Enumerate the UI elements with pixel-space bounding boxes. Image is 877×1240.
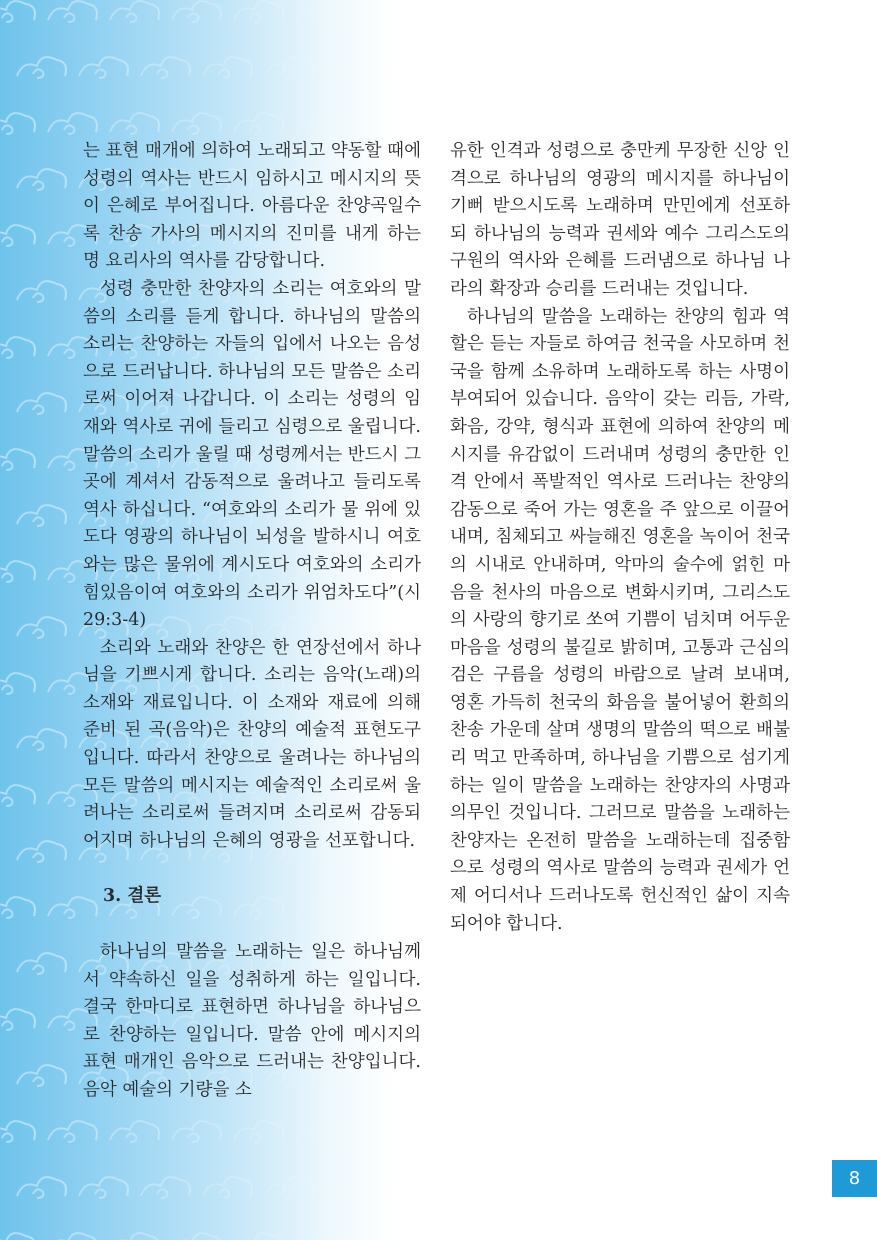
- right-column: [450, 138, 790, 938]
- cloud-swirl-icon: [172, 1233, 221, 1240]
- cloud-swirl-icon: [327, 1177, 376, 1198]
- cloud-swirl-icon: [17, 57, 66, 78]
- cloud-swirl-icon: [110, 1233, 159, 1240]
- cloud-swirl-icon: [17, 169, 66, 190]
- cloud-swirl-icon: [327, 57, 376, 78]
- body-paragraph: 하나님의 말씀을 노래하는 일은 하나님께서 약속하신 일을 성취하게 하는 일입니다. 결국 한마디로 표현하면 하나님을 하나님으로 찬양하는 일입니다. 말씀 안에 메시지의 표현 매개인 음악으로 드러내는 찬양입니다. 음악 예술의 기량을 소: [83, 942, 421, 1100]
- cloud-swirl-icon: [0, 897, 35, 918]
- cloud-swirl-icon: [0, 1, 35, 22]
- cloud-swirl-icon: [0, 449, 35, 470]
- cloud-swirl-icon: [48, 113, 97, 134]
- cloud-swirl-icon: [203, 57, 252, 78]
- cloud-swirl-icon: [48, 1233, 97, 1240]
- body-paragraph: 소리와 노래와 찬양은 한 연장선에서 하나님을 기쁘시게 합니다. 소리는 음악(노래)의 소재와 재료입니다. 이 소재와 재료에 의해 준비 된 곡(음악)은 찬양의 예술적 표현도구입니다. 따라서 찬양으로 울려나는 하나님의 모든 말씀의 메시지는 예술적인 소리로써 울려나는 소리로써 들려지며 소리로써 감동되어지며 하나님의 은혜의 영광을 선포합니다.: [83, 637, 421, 851]
- cloud-swirl-icon: [79, 57, 128, 78]
- cloud-swirl-icon: [0, 673, 35, 694]
- cloud-swirl-icon: [358, 113, 407, 134]
- cloud-swirl-icon: [358, 1233, 407, 1240]
- cloud-swirl-icon: [358, 1121, 407, 1142]
- cloud-swirl-icon: [265, 57, 314, 78]
- cloud-swirl-icon: [17, 281, 66, 302]
- cloud-swirl-icon: [296, 1233, 345, 1240]
- cloud-swirl-icon: [389, 1177, 438, 1198]
- cloud-swirl-icon: [296, 1, 345, 22]
- cloud-swirl-icon: [0, 225, 35, 246]
- page-number-badge: 8: [832, 1160, 877, 1197]
- cloud-swirl-icon: [110, 113, 159, 134]
- cloud-swirl-icon: [79, 1177, 128, 1198]
- cloud-swirl-icon: [17, 505, 66, 526]
- cloud-swirl-icon: [0, 1121, 35, 1142]
- cloud-swirl-icon: [0, 785, 35, 806]
- body-paragraph: 성령 충만한 찬양자의 소리는 여호와의 말씀의 소리를 듣게 합니다. 하나님의 말씀의 소리는 찬양하는 자들의 입에서 나오는 음성으로 드러납니다. 하나님의 모든 말씀은 소리로써 이어져 나갑니다. 이 소리는 성령의 임재와 역사로 귀에 들리고 심령으로 울립니다. 말씀의 소리가 울릴 때 성령께서는 반드시 그곳에 계셔서 감동적으로 울려나고 들리도록 역사 하십니다. “여호와의 소리가 물 위에 있도다 영광의 하나님이 뇌성을 발하시니 여호와는 많은 물위에 계시도다 여호와의 소리가 힘있음이여 여호와의 소리가 위엄차도다”(시 29:3-4): [83, 278, 421, 631]
- cloud-swirl-icon: [48, 1121, 97, 1142]
- cloud-swirl-icon: [296, 1121, 345, 1142]
- cloud-swirl-icon: [0, 1233, 35, 1240]
- cloud-swirl-icon: [234, 1121, 283, 1142]
- cloud-swirl-icon: [0, 337, 35, 358]
- body-paragraph: 유한 인격과 성령으로 충만케 무장한 신앙 인격으로 하나님의 영광의 메시지를 하나님이 기뻐 받으시도록 노래하며 만민에게 선포하되 하나님의 능력과 권세와 예수 그리스도의 구원의 역사와 은혜를 드러냄으로 하나님 나라의 확장과 승리를 드러내는 것입니다.: [450, 141, 790, 299]
- body-paragraph: 는 표현 매개에 의하여 노래되고 약동할 때에 성령의 역사는 반드시 임하시고 메시지의 뜻이 은혜로 부어집니다. 아름다운 찬양곡일수록 찬송 가사의 메시지의 진미를 내게 하는 명 요리사의 역사를 감당합니다.: [83, 141, 421, 272]
- cloud-swirl-icon: [17, 953, 66, 974]
- cloud-swirl-icon: [203, 1177, 252, 1198]
- cloud-swirl-icon: [110, 1, 159, 22]
- cloud-swirl-icon: [110, 1121, 159, 1142]
- cloud-swirl-icon: [172, 113, 221, 134]
- section-heading: 3. 결론: [103, 886, 162, 907]
- cloud-swirl-icon: [17, 729, 66, 750]
- cloud-swirl-icon: [0, 113, 35, 134]
- cloud-swirl-icon: [172, 1, 221, 22]
- cloud-swirl-icon: [234, 1233, 283, 1240]
- cloud-swirl-icon: [234, 113, 283, 134]
- cloud-swirl-icon: [234, 1, 283, 22]
- cloud-swirl-icon: [358, 1, 407, 22]
- cloud-swirl-icon: [17, 841, 66, 862]
- cloud-swirl-icon: [296, 113, 345, 134]
- cloud-swirl-icon: [0, 1009, 35, 1030]
- cloud-swirl-icon: [48, 1, 97, 22]
- body-paragraph: 하나님의 말씀을 노래하는 찬양의 힘과 역할은 듣는 자들로 하여금 천국을 사모하며 천국을 함께 소유하며 노래하도록 하는 사명이 부여되어 있습니다. 음악이 갖는 리듬, 가락, 화음, 강약, 형식과 표현에 의하여 찬양의 메시지를 유감없이 드러내며 성령의 충만한 인격 안에서 폭발적인 역사로 드러나는 찬양의 감동으로 죽어 가는 영혼을 주 앞으로 이끌어내며, 침체되고 싸늘해진 영혼을 녹이어 천국의 시내로 안내하며, 악마의 술수에 얽힌 마음을 천사의 마음으로 변화시키며, 그리스도의 사랑의 향기로 쏘여 기쁨이 넘치며 어두운 마음을 성령의 불길로 밝히며, 고통과 근심의 검은 구름을 성령의 바람으로 날려 보내며, 영혼 가득히 천국의 화음을 불어넣어 환희의 찬송 가운데 살며 생명의 말씀의 떡으로 배불리 먹고 만족하며, 하나님을 기쁨으로 섬기게 하는 일이 말씀을 노래하는 찬양자의 사명과 의무인 것입니다. 그러므로 말씀을 노래하는 찬양자는 온전히 말씀을 노래하는데 집중함으로 성령의 역사로 말씀의 능력과 권세가 언제 어디서나 드러나도록 헌신적인 삶이 지속되어야 합니다.: [450, 306, 790, 934]
- left-column: [83, 138, 421, 1105]
- cloud-swirl-icon: [0, 561, 35, 582]
- cloud-swirl-icon: [141, 57, 190, 78]
- cloud-swirl-icon: [141, 1177, 190, 1198]
- cloud-swirl-icon: [17, 393, 66, 414]
- cloud-swirl-icon: [17, 1065, 66, 1086]
- cloud-swirl-icon: [265, 1177, 314, 1198]
- cloud-swirl-icon: [17, 1177, 66, 1198]
- cloud-swirl-icon: [17, 617, 66, 638]
- cloud-swirl-icon: [172, 1121, 221, 1142]
- cloud-swirl-icon: [389, 57, 438, 78]
